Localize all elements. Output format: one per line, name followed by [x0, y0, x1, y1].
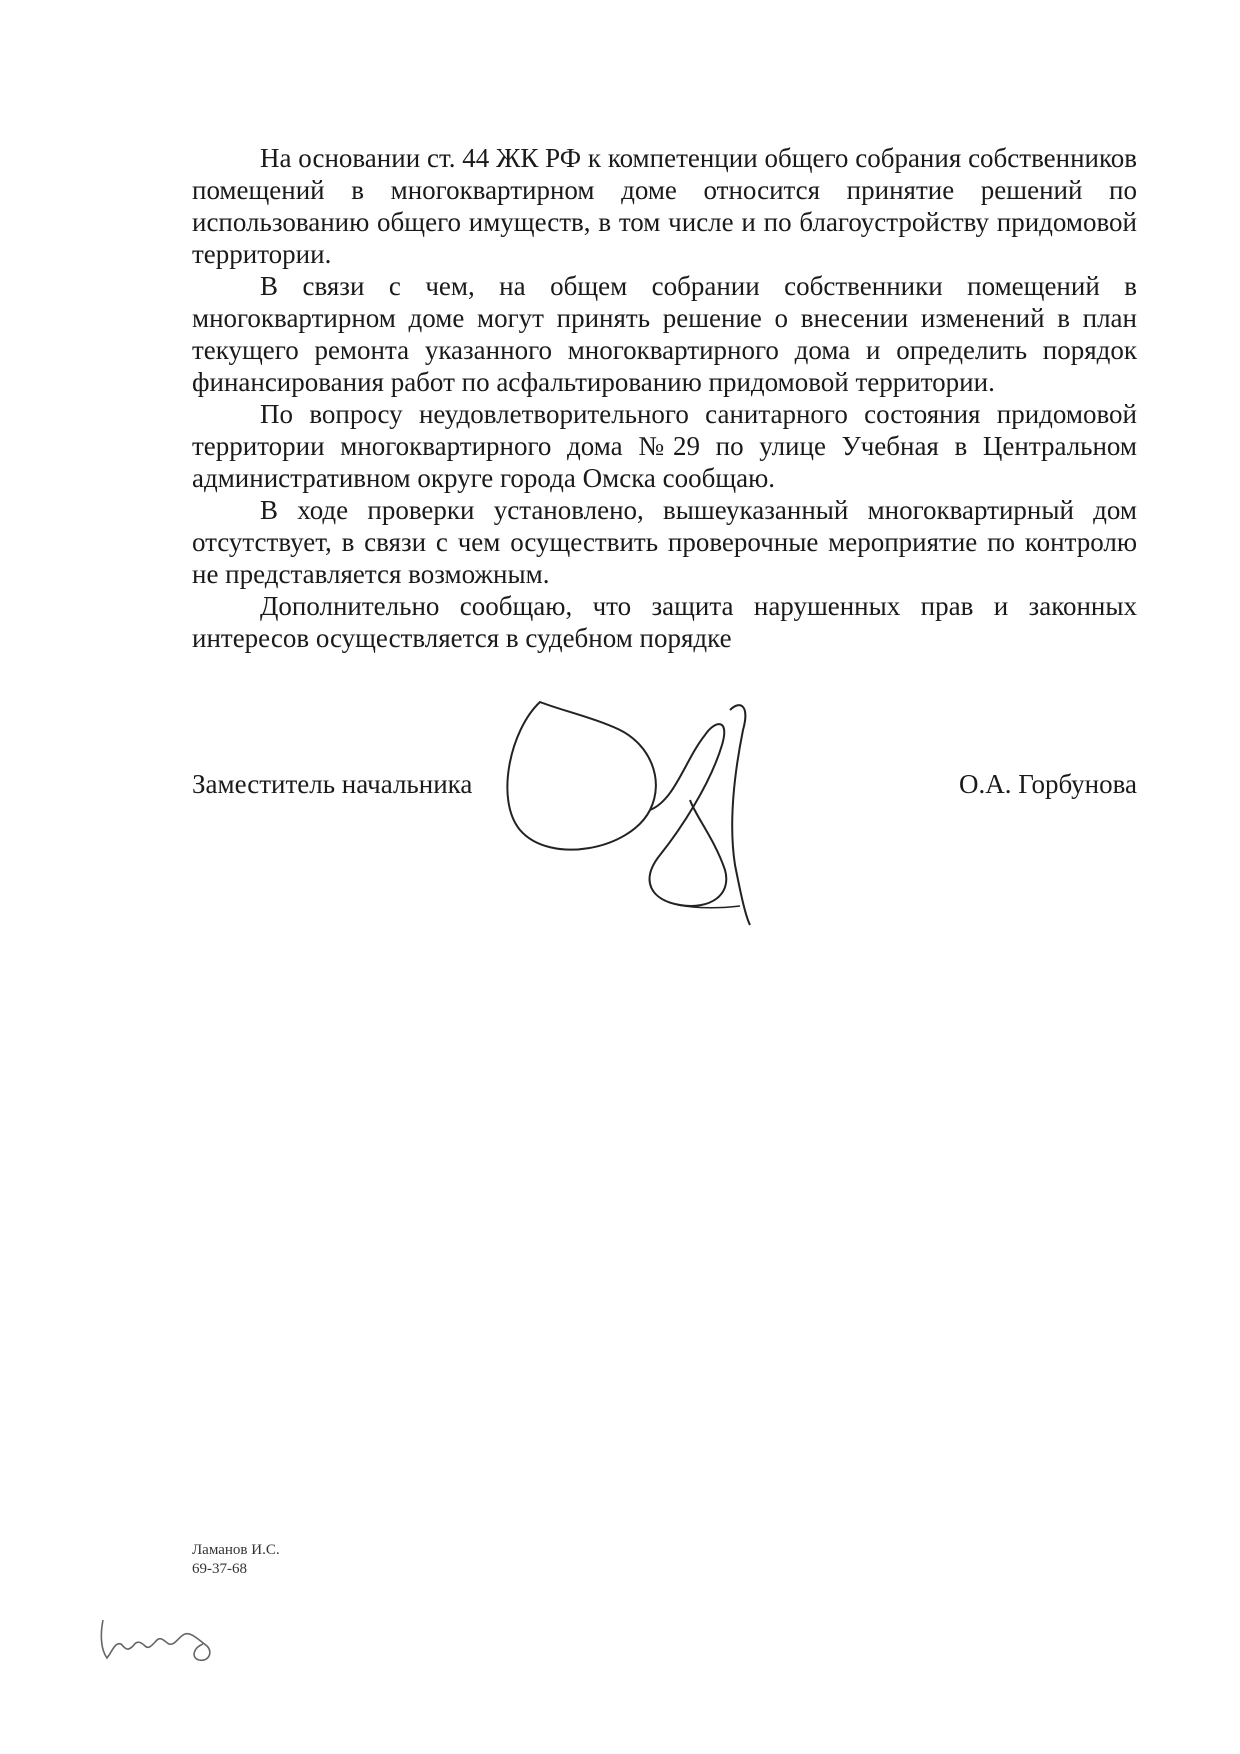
paragraph-4: В ходе проверки установлено, вышеуказанный многоквартирный дом отсутствует, в связи с чем осуществить проверочные мероприятие по контролю не представляется возможным.: [192, 495, 1137, 589]
paragraph-5: Дополнительно сообщаю, что защита нарушенных прав и законных интересов осуществляется в судебном порядке: [192, 591, 1137, 653]
handwritten-initials: [95, 1600, 225, 1670]
paragraph-2: В связи с чем, на общем собрании собственники помещений в многоквартирном доме могут принять решение о внесении изменений в план текущего ремонта указанного многоквартирного дома и определить порядок финансирования работ по асфальтированию придомовой территории.: [192, 271, 1137, 397]
executor-phone: 69-37-68: [192, 1561, 247, 1577]
executor-name: Ламанов И.С.: [192, 1542, 280, 1558]
signatory-name: О.А. Горбунова: [958, 769, 1137, 799]
handwritten-signature: [500, 690, 800, 930]
paragraph-1: На основании ст. 44 ЖК РФ к компетенции общего собрания собственников помещений в многоквартирном доме относится принятие решений по использованию общего имуществ, в том числе и по благоустройству придомовой территории.: [192, 143, 1137, 269]
signatory-title: Заместитель начальника: [192, 769, 473, 799]
letter-body: [192, 142, 1137, 654]
executor-info: [192, 1541, 280, 1579]
paragraph-3: По вопросу неудовлетворительного санитарного состояния придомовой территории многоквартирного дома №29 по улице Учебная в Центральном административном округе города Омска сообщаю.: [192, 399, 1137, 493]
